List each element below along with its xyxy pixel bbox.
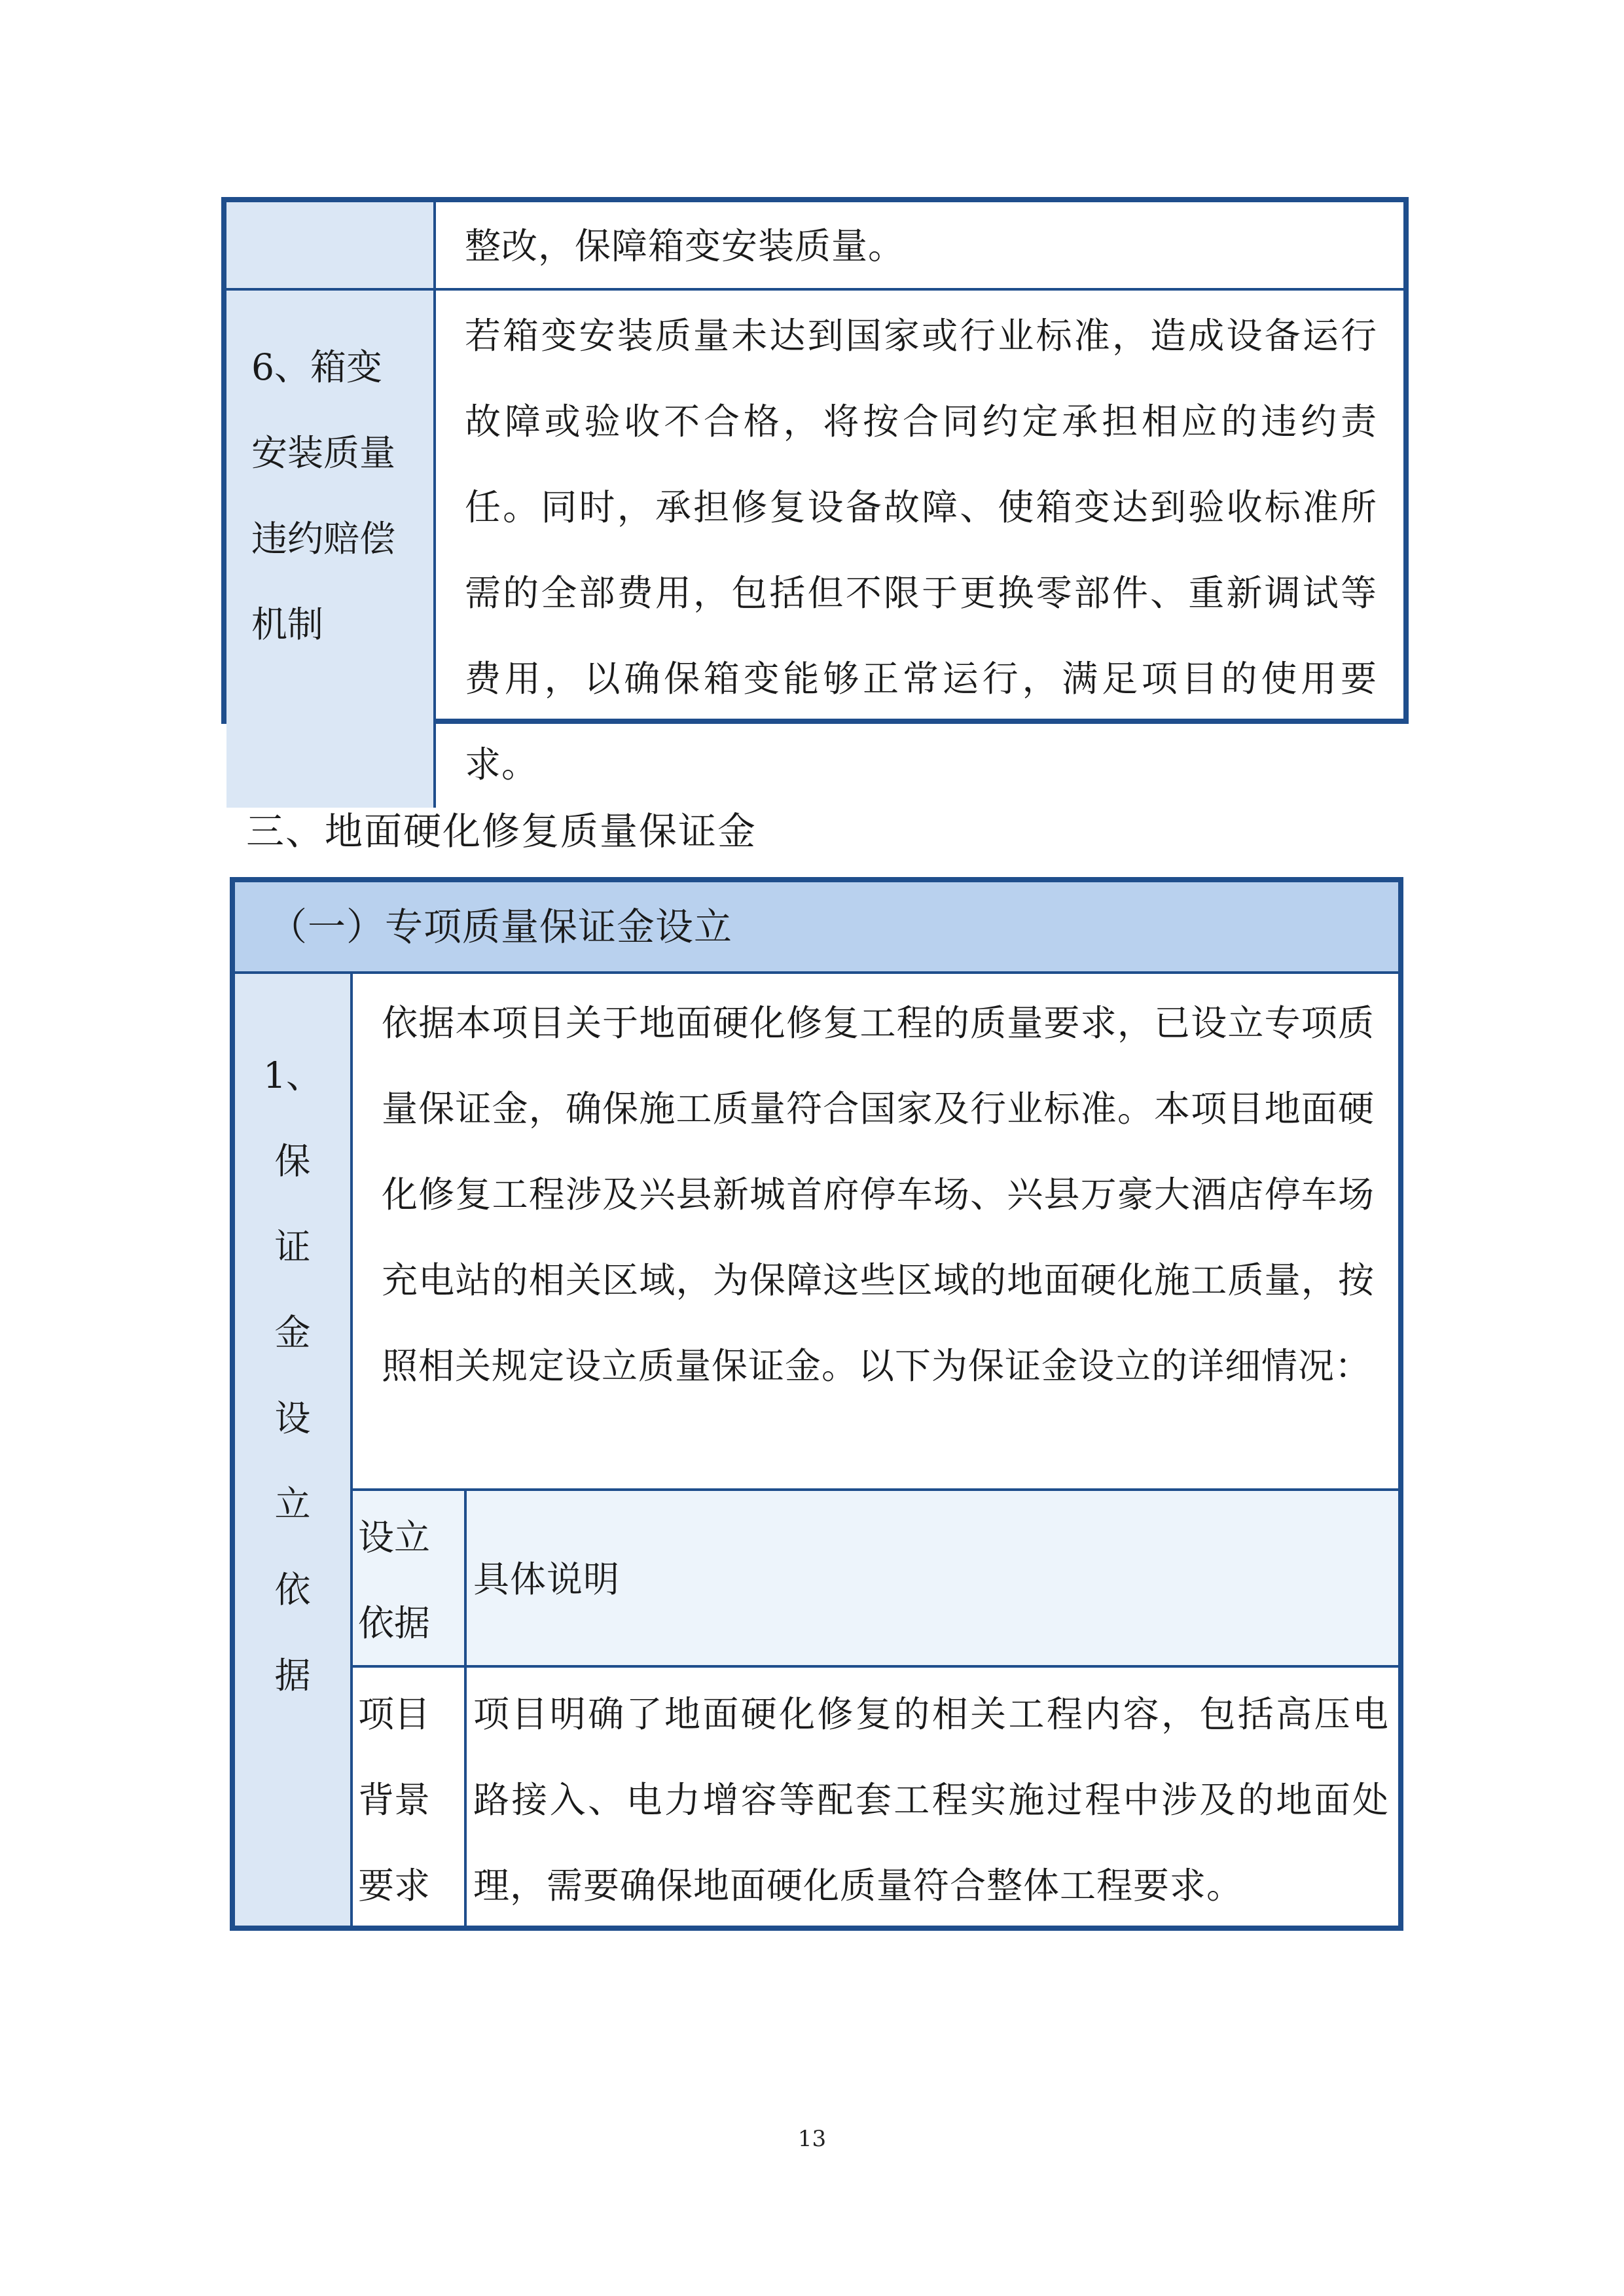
section-heading: 三、地面硬化修复质量保证金 [246, 809, 757, 853]
table1-row1-label-cell [226, 202, 436, 291]
table1-row2-label: 6、箱变安装质量违约赔偿机制 [226, 291, 436, 808]
page-number: 13 [797, 2126, 827, 2152]
guarantee-deposit-table [230, 877, 1403, 1931]
inner-header-value: 具体说明 [473, 1558, 621, 1600]
side-label-char: 立 [274, 1483, 311, 1525]
inner-table-header-row [353, 1491, 1398, 1668]
table2-paragraph: 依据本项目关于地面硬化修复工程的质量要求，已设立专项质量保证金，确保施工质量符合国家及行业标准。本项目地面硬化修复工程涉及兴县新城首府停车场、兴县万豪大酒店停车场充电站的相关区域，为保障这些区域的地面硬化施工质量，按照相关规定设立质量保证金。以下为保证金设立的详细情况： [353, 974, 1398, 1491]
inner-row-value: 项目明确了地面硬化修复的相关工程内容，包括高压电路接入、电力增容等配套工程实施过程中涉及的地面处理，需要确保地面硬化质量符合整体工程要求。 [473, 1693, 1389, 1907]
side-label-char: 依 [274, 1569, 311, 1611]
table1-row1-text: 整改，保障箱变安装质量。 [436, 202, 1403, 291]
side-label-char: 1、 [263, 1054, 322, 1096]
inner-table [353, 1491, 1398, 1926]
side-label-char: 保 [274, 1140, 311, 1182]
inner-header-key: 设立依据 [353, 1491, 467, 1665]
side-label-char: 证 [274, 1226, 311, 1268]
side-label-char: 金 [274, 1312, 311, 1354]
side-label-char: 据 [274, 1655, 311, 1696]
violation-compensation-table [221, 197, 1409, 785]
table2-header: （一）专项质量保证金设立 [235, 882, 1398, 974]
inner-row-key: 项目背景要求 [353, 1668, 467, 1926]
table2-side-label [235, 974, 353, 1926]
side-label-char: 设 [274, 1397, 311, 1439]
table-row [353, 1668, 1398, 1926]
table1-row2-text: 若箱变安装质量未达到国家或行业标准，造成设备运行故障或验收不合格，将按合同约定承担相应的违约责任。同时，承担修复设备故障、使箱变达到验收标准所需的全部费用，包括但不限于更换零部件、重新调试等费用，以确保箱变能够正常运行，满足项目的使用要求。 [465, 315, 1377, 785]
